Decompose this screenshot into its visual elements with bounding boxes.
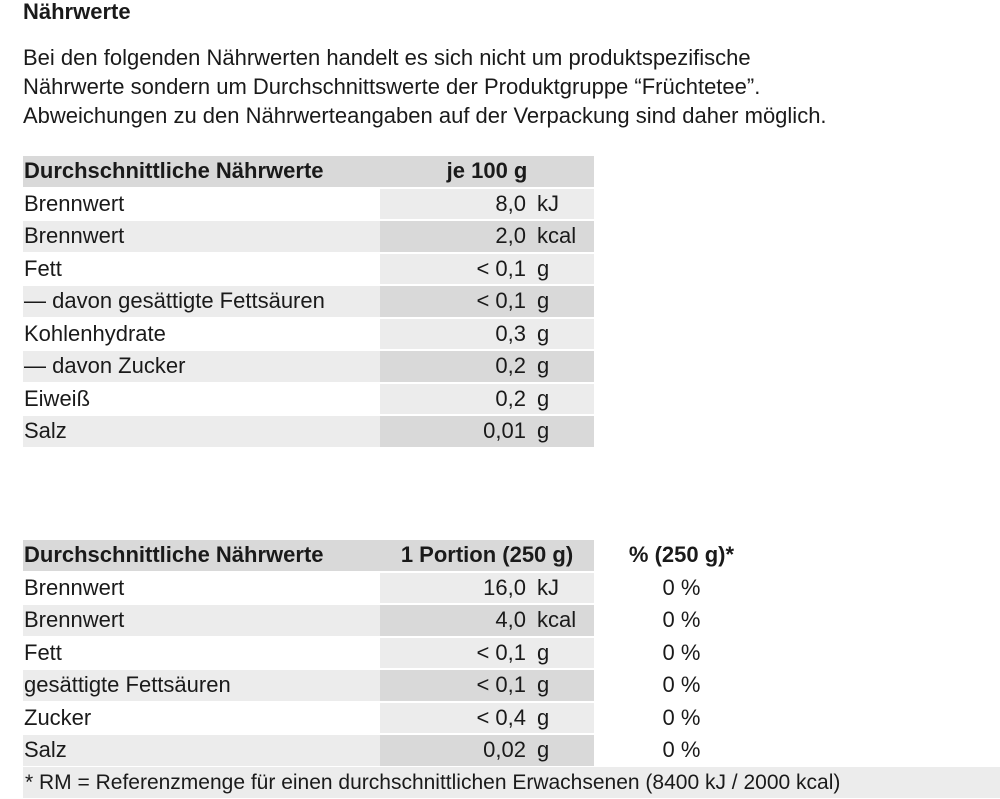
intro-line: Abweichungen zu den Nährwerteangaben auf der Verpackung sind daher möglich. <box>23 103 827 128</box>
nutrient-value: 0,2 <box>380 351 532 382</box>
table-row <box>23 735 769 766</box>
nutrient-name: — davon Zucker <box>23 351 380 382</box>
nutrient-name: Zucker <box>23 703 380 734</box>
table-row <box>23 416 594 447</box>
nutrient-value: 0,3 <box>380 319 532 350</box>
nutrition-table-per-portion <box>23 538 769 768</box>
nutrient-unit: kJ <box>532 189 594 220</box>
nutrient-value: < 0,1 <box>380 286 532 317</box>
table-row <box>23 221 594 252</box>
nutrient-value: 8,0 <box>380 189 532 220</box>
nutrient-name: Fett <box>23 638 380 669</box>
table-row <box>23 384 594 415</box>
nutrient-name: Fett <box>23 254 380 285</box>
nutrient-value: 0,02 <box>380 735 532 766</box>
nutrient-name: Brennwert <box>23 189 380 220</box>
column-header-percent: % (250 g)* <box>628 542 735 567</box>
nutrient-unit: g <box>532 735 594 766</box>
table-row <box>23 189 594 220</box>
nutrient-percent: 0 % <box>662 737 701 762</box>
nutrient-name: Salz <box>23 416 380 447</box>
nutrient-unit: g <box>532 254 594 285</box>
reference-footnote: * RM = Referenzmenge für einen durchschnittlichen Erwachsenen (8400 kJ / 2000 kcal) <box>23 767 1000 798</box>
column-header-per-100g: je 100 g <box>380 156 594 187</box>
nutrient-value: < 0,1 <box>380 638 532 669</box>
table-row <box>23 670 769 701</box>
nutrient-value: < 0,4 <box>380 703 532 734</box>
nutrition-table-per-100g <box>23 154 594 449</box>
nutrient-unit: g <box>532 286 594 317</box>
nutrient-name: Kohlenhydrate <box>23 319 380 350</box>
table-row <box>23 254 594 285</box>
table-row <box>23 638 769 669</box>
table-row <box>23 319 594 350</box>
intro-line: Nährwerte sondern um Durchschnittswerte der Produktgruppe “Früchtetee”. <box>23 74 761 99</box>
nutrient-unit: g <box>532 670 594 701</box>
nutrient-name: Brennwert <box>23 605 380 636</box>
table-row <box>23 605 769 636</box>
nutrient-value: < 0,1 <box>380 254 532 285</box>
nutrient-unit: g <box>532 703 594 734</box>
nutrient-unit: kJ <box>532 573 594 604</box>
table-row <box>23 286 594 317</box>
nutrient-name: — davon gesättigte Fettsäuren <box>23 286 380 317</box>
table-header-row <box>23 156 594 187</box>
nutrient-value: 16,0 <box>380 573 532 604</box>
nutrient-percent: 0 % <box>662 704 701 730</box>
nutrient-unit: g <box>532 319 594 350</box>
nutrient-value: < 0,1 <box>380 670 532 701</box>
nutrient-percent: 0 % <box>662 607 701 632</box>
nutrient-unit: g <box>532 638 594 669</box>
nutrient-unit: g <box>532 351 594 382</box>
column-header-nutrient: Durchschnittliche Nährwerte <box>23 156 380 187</box>
nutrient-value: 4,0 <box>380 605 532 636</box>
nutrient-name: Brennwert <box>23 221 380 252</box>
nutrient-unit: kcal <box>532 221 594 252</box>
table-row <box>23 703 769 734</box>
nutrient-unit: kcal <box>532 605 594 636</box>
table-row <box>23 573 769 604</box>
table-header-row <box>23 540 769 571</box>
nutrient-percent: 0 % <box>662 574 701 600</box>
nutrient-name: Salz <box>23 735 380 766</box>
intro-paragraph <box>23 43 983 130</box>
nutrient-name: Brennwert <box>23 573 380 604</box>
nutrient-unit: g <box>532 384 594 415</box>
table-row <box>23 351 594 382</box>
nutrient-unit: g <box>532 416 594 447</box>
nutrient-value: 2,0 <box>380 221 532 252</box>
nutrient-name: Eiweiß <box>23 384 380 415</box>
nutrient-value: 0,01 <box>380 416 532 447</box>
column-header-nutrient: Durchschnittliche Nährwerte <box>23 540 380 571</box>
nutrient-percent: 0 % <box>662 639 701 665</box>
nutrient-percent: 0 % <box>662 672 701 697</box>
page-title: Nährwerte <box>23 0 131 24</box>
column-header-per-portion: 1 Portion (250 g) <box>380 540 594 571</box>
intro-line: Bei den folgenden Nährwerten handelt es sich nicht um produktspezifische <box>23 45 751 70</box>
nutrient-name: gesättigte Fettsäuren <box>23 670 380 701</box>
nutrient-value: 0,2 <box>380 384 532 415</box>
